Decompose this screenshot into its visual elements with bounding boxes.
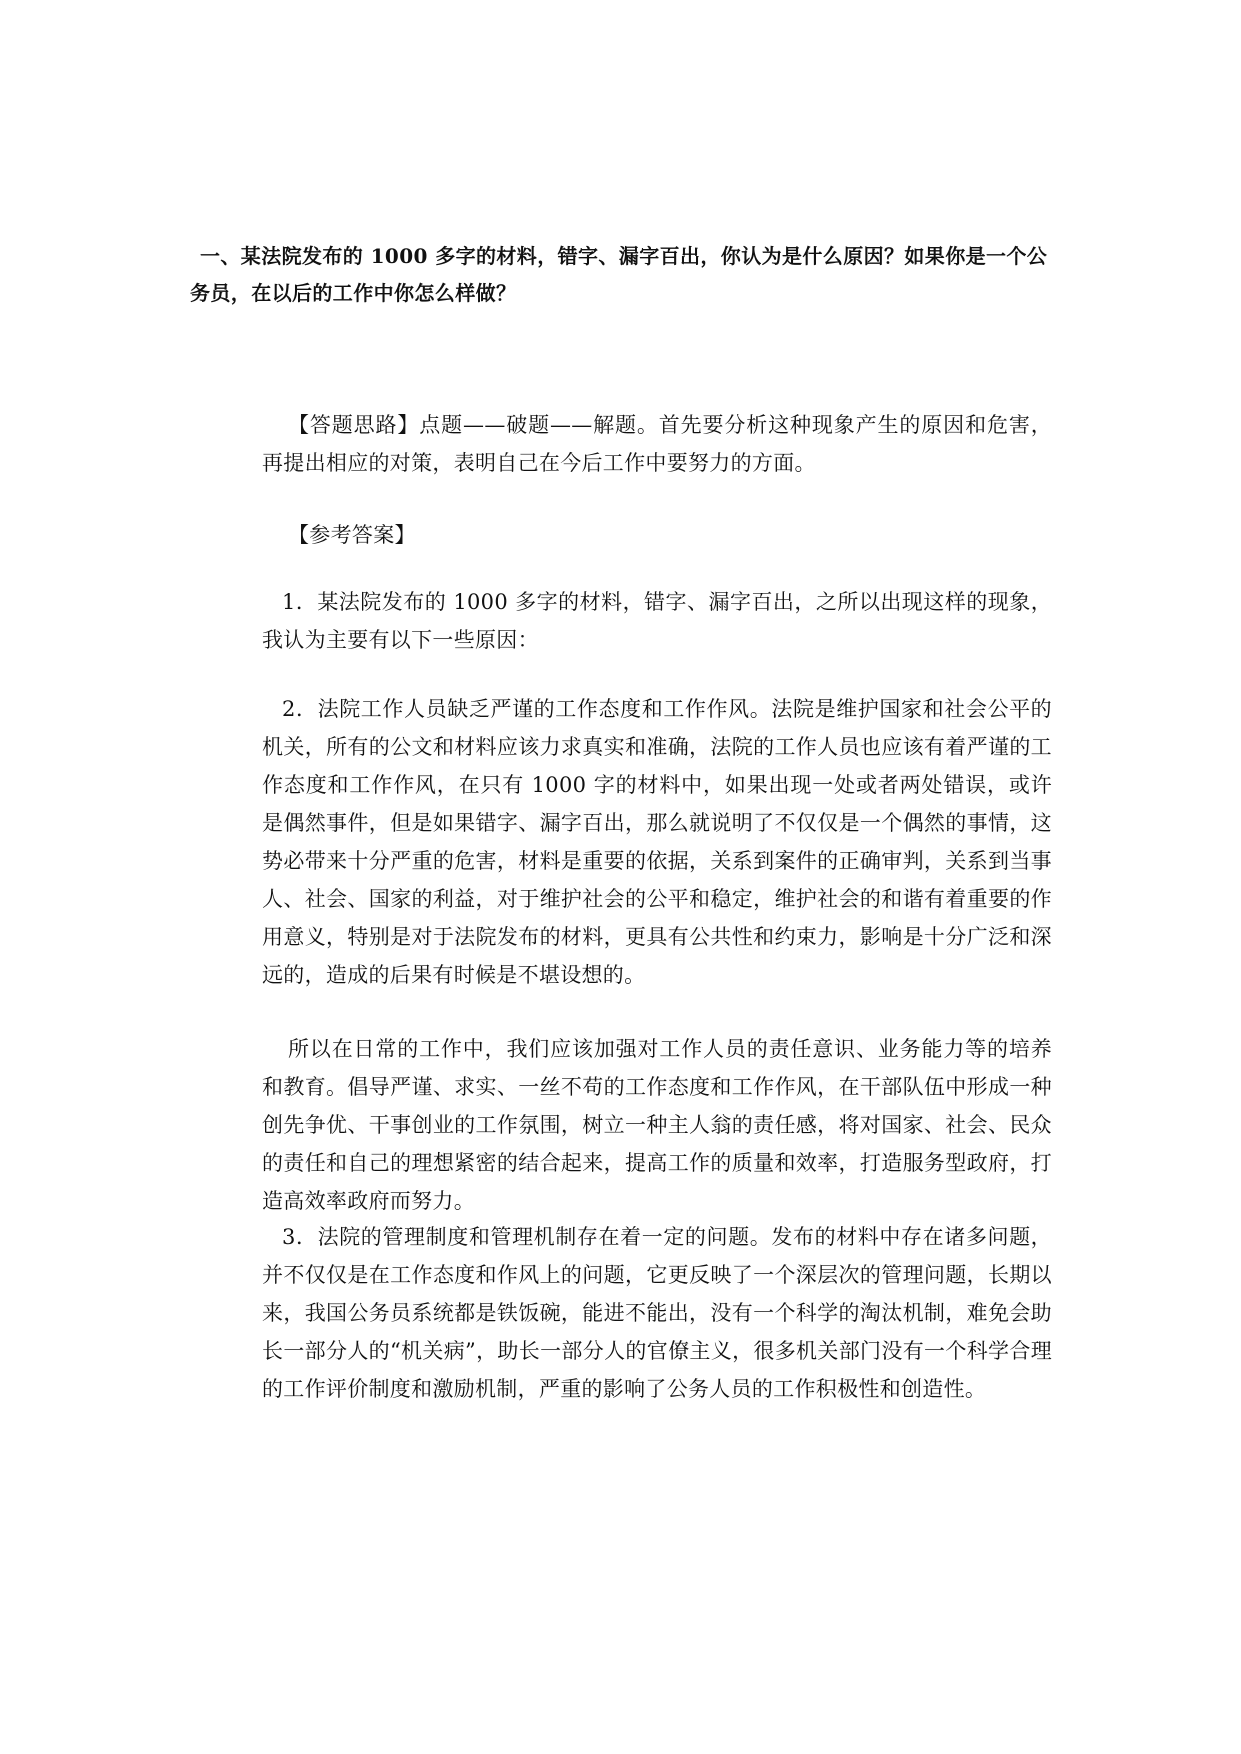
answer-point-3: 3．法院的管理制度和管理机制存在着一定的问题。发布的材料中存在诸多问题，并不仅仅是在工作态度和作风上的问题，它更反映了一个深层次的管理问题，长期以来，我国公务员系统都是铁饭碗，能进不能出，没有一个科学的淘汰机制，难免会助长一部分人的“机关病”，助长一部分人的官僚主义，很多机关部门没有一个科学合理的工作评价制度和激励机制，严重的影响了公务人员的工作积极性和创造性。: [262, 1225, 1052, 1401]
question-heading: 一、某法院发布的 1000 多字的材料，错字、漏字百出，你认为是什么原因？如果你是一个公务员，在以后的工作中你怎么样做？: [190, 244, 1048, 305]
answer-point-2: 2．法院工作人员缺乏严谨的工作态度和工作作风。法院是维护国家和社会公平的机关，所有的公文和材料应该力求真实和准确，法院的工作人员也应该有着严谨的工作态度和工作作风，在只有 1000 字的材料中，如果出现一处或者两处错误，或许是偶然事件，但是如果错字、漏字百出，那么就说明了不仅仅是一个偶然的事情，这势必带来十分严重的危害，材料是重要的依据，关系到案件的正确审判，关系到当事人、社会、国家的利益，对于维护社会的公平和稳定，维护社会的和谐有着重要的作用意义，特别是对于法院发布的材料，更具有公共性和约束力，影响是十分广泛和深远的，造成的后果有时候是不堪设想的。: [262, 697, 1052, 987]
reference-answer-label: 【参考答案】: [288, 523, 416, 547]
answer-point-1: 1．某法院发布的 1000 多字的材料，错字、漏字百出，之所以出现这样的现象，我认为主要有以下一些原因：: [262, 590, 1052, 652]
answer-summary-paragraph: 所以在日常的工作中，我们应该加强对工作人员的责任意识、业务能力等的培养和教育。倡导严谨、求实、一丝不苟的工作态度和工作作风，在干部队伍中形成一种创先争优、干事创业的工作氛围，树立一种主人翁的责任感，将对国家、社会、民众的责任和自己的理想紧密的结合起来，提高工作的质量和效率，打造服务型政府，打造高效率政府而努力。: [262, 1037, 1052, 1213]
answer-approach-paragraph: 【答题思路】点题——破题——解题。首先要分析这种现象产生的原因和危害，再提出相应的对策，表明自己在今后工作中要努力的方面。: [262, 413, 1052, 475]
